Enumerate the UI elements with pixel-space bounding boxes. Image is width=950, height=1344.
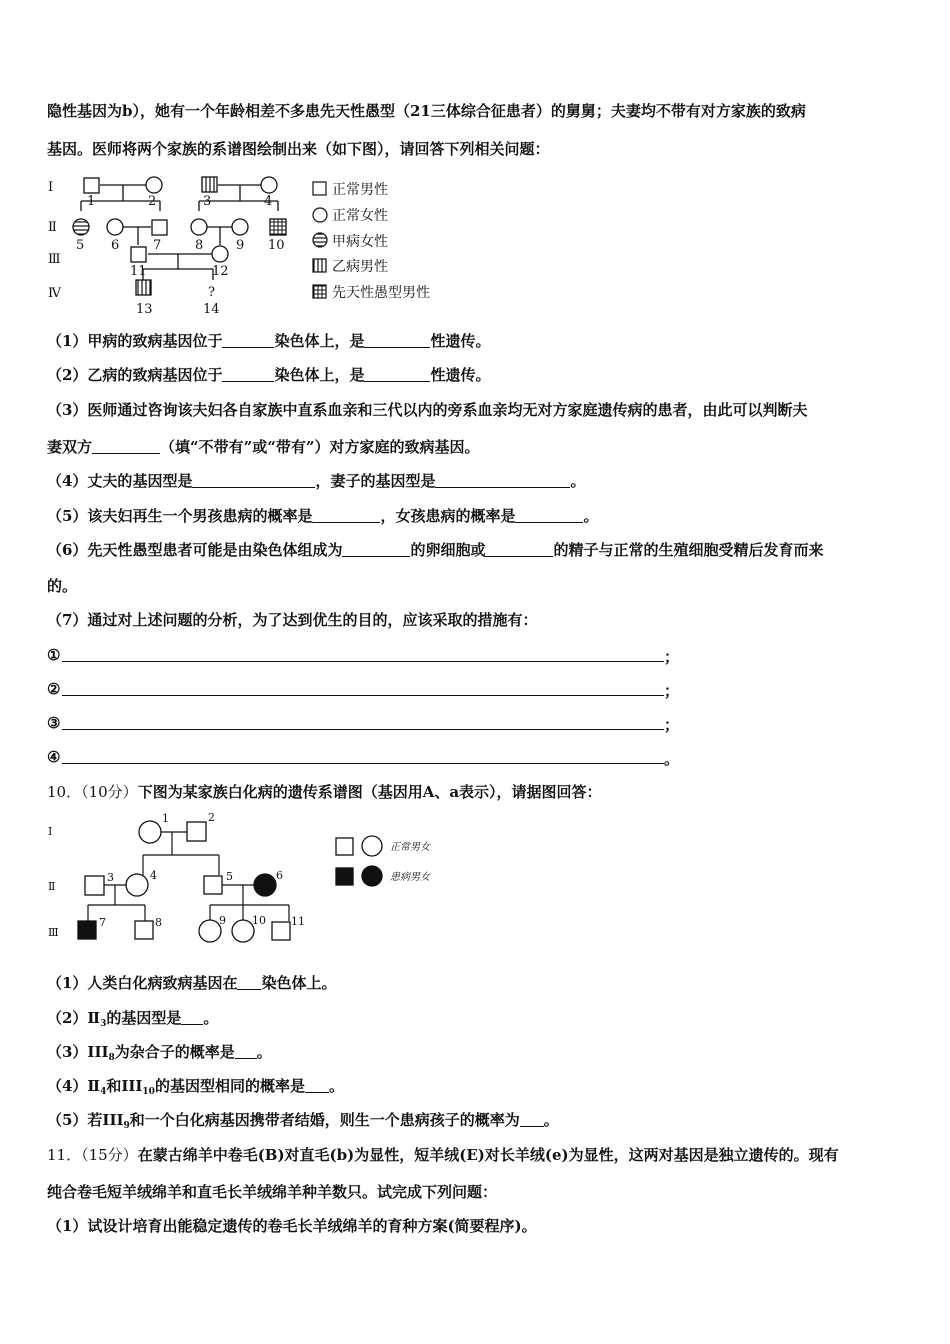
person-II-7 — [152, 220, 167, 235]
legend-label: 患病男女 — [390, 872, 430, 883]
q9-part-1: （1）甲病的致病基因位于 染色体上，是 性遗传。 — [47, 332, 491, 350]
person-number: 10 — [252, 914, 266, 927]
person-number: 11 — [130, 264, 147, 279]
person-number: 2 — [148, 194, 157, 209]
person-number: 3 — [107, 871, 114, 884]
pedigree-chart-1 — [40, 168, 480, 323]
legend-label: 正常女性 — [332, 208, 388, 224]
person-I-1 — [139, 821, 161, 843]
q9-part-6: （6）先天性愚型患者可能是由染色体组成为 的卵细胞或 的精子与正常的生殖细胞受精后发育而来 — [47, 541, 824, 559]
answer-blank[interactable] — [312, 507, 380, 523]
answer-blank[interactable] — [235, 1043, 257, 1059]
person-II-6 — [107, 219, 123, 235]
legend-disease-a-female-icon — [313, 233, 327, 247]
person-II-3 — [85, 876, 104, 895]
answer-blank[interactable] — [181, 1009, 203, 1025]
person-II-6 — [254, 874, 276, 896]
q9-part-4: （4）丈夫的基因型是 ，妻子的基因型是 。 — [47, 472, 586, 490]
person-II-10 — [270, 219, 286, 235]
person-number: 7 — [153, 238, 162, 253]
person-III-12 — [212, 246, 228, 262]
unknown-marker: ? — [208, 285, 215, 300]
person-I-1 — [84, 178, 99, 193]
generation-label: Ⅰ — [48, 825, 53, 838]
answer-blank[interactable] — [92, 438, 160, 454]
legend-normal-female-icon — [313, 208, 327, 222]
person-number: 8 — [195, 238, 204, 253]
person-number: 6 — [111, 238, 120, 253]
legend-label: 先天性愚型男性 — [332, 285, 430, 301]
person-III-9 — [199, 920, 221, 942]
person-number: 11 — [291, 915, 305, 928]
person-I-3 — [202, 177, 217, 192]
generation-label: Ⅲ — [48, 252, 61, 267]
answer-blank[interactable] — [222, 366, 274, 382]
q9-part-3-cont: 妻双方 （填“不带有”或“带有”）对方家庭的致病基因。 — [47, 438, 480, 456]
measure-marker-4: ④ — [47, 748, 61, 766]
legend-label: 正常男性 — [332, 182, 388, 198]
legend-disease-b-male-icon — [313, 259, 326, 272]
q10-part-2: $(2)Ⅱ_3$的基因型是 。 — [47, 1009, 219, 1029]
answer-blank[interactable] — [364, 332, 430, 348]
q9-part-7: （7）通过对上述问题的分析，为了达到优生的目的，应该采取的措施有： — [47, 611, 538, 629]
person-III-10 — [232, 920, 254, 942]
q9-part-2: （2）乙病的致病基因位于 染色体上，是 性遗传。 — [47, 366, 491, 384]
generation-label: Ⅱ — [48, 220, 57, 235]
answer-blank[interactable] — [192, 472, 315, 488]
legend-down-syndrome-male-icon — [313, 285, 326, 298]
answer-blank[interactable] — [520, 1111, 544, 1127]
person-number: 12 — [212, 264, 229, 279]
q10-part-1: （1）人类白化病致病基因在 染色体上。 — [47, 974, 337, 992]
q10-part-4: $(4)Ⅱ_4$和$III_{10}$的基因型相同的概率是 。 — [47, 1077, 344, 1097]
generation-label: Ⅰ — [48, 180, 54, 195]
q9-part-3: （3）医师通过咨询该夫妇各自家族中直系血亲和三代以内的旁系血亲均无对方家庭遗传病的患者，由此可以判断夫 — [47, 401, 808, 419]
person-number: 13 — [136, 302, 153, 317]
person-number: 1 — [162, 812, 169, 825]
line-end-punct: ； — [664, 648, 680, 666]
answer-blank[interactable] — [435, 472, 570, 488]
legend-affected-male-icon — [336, 868, 353, 885]
person-number: 1 — [87, 194, 96, 209]
person-II-4 — [126, 874, 148, 896]
answer-line[interactable] — [62, 679, 664, 696]
q10-part-3: $(3)III_8$为杂合子的概率是 。 — [47, 1043, 272, 1063]
q10-stem: 10．（10分）下图为某家族白化病的遗传系谱图（基因用A、a表示），请据图回答： — [47, 783, 602, 801]
person-IV-13 — [136, 280, 151, 295]
person-I-2 — [187, 822, 206, 841]
legend-normal-female-icon — [362, 836, 382, 856]
legend-affected-female-icon — [362, 866, 382, 886]
person-I-2 — [146, 177, 162, 193]
person-number: 14 — [203, 302, 220, 317]
person-number: 9 — [219, 914, 226, 927]
answer-blank[interactable] — [485, 541, 553, 557]
measure-marker-1: ① — [47, 646, 61, 664]
person-number: 6 — [276, 869, 283, 882]
person-number: 9 — [236, 238, 245, 253]
person-II-5 — [73, 219, 89, 235]
person-I-4 — [261, 177, 277, 193]
person-number: 10 — [268, 238, 285, 253]
q11-stem: 11．（15分）在蒙古绵羊中卷毛(B)对直毛(b)为显性，短羊绒(E)对长羊绒(e)为显性，这两对基因是独立遗传的。现有 — [47, 1146, 839, 1164]
line-end-punct: 。 — [664, 750, 680, 768]
person-number: 2 — [208, 811, 215, 824]
answer-blank[interactable] — [342, 541, 410, 557]
person-III-8 — [135, 921, 153, 939]
q11-stem-cont: 纯合卷毛短羊绒绵羊和直毛长羊绒绵羊种羊数只。试完成下列问题： — [47, 1183, 498, 1201]
answer-blank[interactable] — [305, 1077, 329, 1093]
person-number: 4 — [264, 194, 273, 209]
legend-label: 正常男女 — [390, 842, 430, 853]
generation-label: Ⅳ — [48, 286, 61, 301]
answer-line[interactable] — [62, 713, 664, 730]
person-number: 5 — [226, 870, 233, 883]
measure-marker-3: ③ — [47, 714, 61, 732]
answer-line[interactable] — [62, 747, 664, 764]
person-III-11 — [131, 247, 146, 262]
line-end-punct: ； — [664, 716, 680, 734]
answer-blank[interactable] — [364, 366, 430, 382]
person-number: 4 — [150, 869, 157, 882]
q9-part-6-cont: 的。 — [47, 577, 78, 595]
q10-part-5: （5）若$III_9$和一个白化病基因携带者结婚，则生一个患病孩子的概率为 。 — [47, 1111, 559, 1131]
person-III-7 — [78, 921, 96, 939]
q11-part-1: （1）试设计培育出能稳定遗传的卷毛长羊绒绵羊的育种方案(简要程序)。 — [47, 1217, 537, 1235]
legend-label: 甲病女性 — [332, 234, 388, 250]
answer-blank[interactable] — [515, 507, 583, 523]
legend-normal-male-icon — [336, 838, 353, 855]
answer-line[interactable] — [62, 645, 664, 662]
measure-marker-2: ② — [47, 680, 61, 698]
generation-label: Ⅱ — [48, 880, 56, 893]
intro-line-1: 隐性基因为b），她有一个年龄相差不多患先天性愚型（21三体综合征患者）的舅舅；夫妻均不带有对方家族的致病 — [47, 102, 806, 120]
answer-blank[interactable] — [237, 974, 261, 990]
person-number: 3 — [203, 194, 212, 209]
q9-part-5: （5）该夫妇再生一个男孩患病的概率是 ，女孩患病的概率是 。 — [47, 507, 599, 525]
legend-label: 乙病男性 — [332, 259, 388, 275]
pedigree-chart-2 — [40, 808, 460, 948]
person-II-5 — [204, 876, 222, 894]
person-number: 5 — [76, 238, 85, 253]
person-II-9 — [232, 219, 248, 235]
generation-label: Ⅲ — [48, 926, 59, 939]
person-number: 7 — [99, 916, 106, 929]
line-end-punct: ； — [664, 682, 680, 700]
person-III-11 — [272, 922, 290, 940]
legend-normal-male-icon — [313, 182, 326, 195]
answer-blank[interactable] — [222, 332, 274, 348]
person-II-8 — [191, 219, 207, 235]
person-number: 8 — [155, 916, 162, 929]
intro-line-2: 基因。医师将两个家族的系谱图绘制出来（如下图），请回答下列相关问题： — [47, 140, 550, 158]
